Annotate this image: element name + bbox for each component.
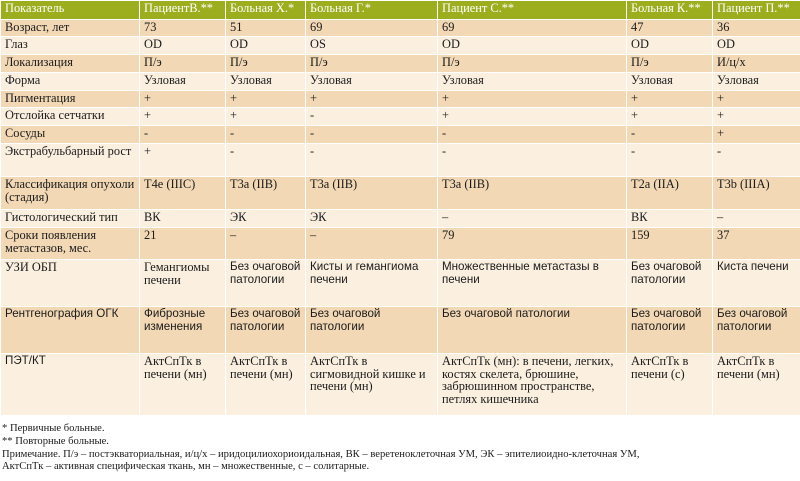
cell: OD (140, 37, 226, 55)
cell: П/э (140, 55, 226, 73)
cell: 159 (627, 228, 713, 260)
cell: + (226, 91, 306, 108)
cell: Кисты и гемангиома печени (306, 260, 438, 307)
header-indicator: Показатель (1, 1, 140, 20)
cell: + (438, 108, 627, 126)
cell: + (226, 108, 306, 126)
note-abbreviations-cont: АктСпТк – активная специфическая ткань, мн – множественные, с – солитарные. (2, 461, 370, 473)
row-form (1, 73, 800, 91)
cell: OD (627, 37, 713, 55)
cell: АктСпТк (мн): в печени, легких, костях скелета, брюшине, забрюшинном пространстве, петлях кишечника (438, 354, 627, 416)
row-label: Отслойка сетчатки (1, 108, 140, 126)
header-patient-p: Пациент П.** (713, 1, 800, 20)
cell: + (713, 126, 800, 144)
header-patient-g: Больная Г.* (306, 1, 438, 20)
row-label: ПЭТ/КТ (1, 354, 140, 416)
cell: Без очаговой патологии (627, 260, 713, 307)
cell: - (306, 126, 438, 144)
cell: ВК (627, 210, 713, 228)
cell: Без очаговой патологии (226, 307, 306, 354)
row-localization (1, 55, 800, 73)
table-notes (0, 416, 800, 474)
cell: - (438, 144, 627, 177)
cell: Фиброзные изменения (140, 307, 226, 354)
row-pet-ct (1, 354, 800, 416)
cell: Узловая (140, 73, 226, 91)
row-retinal-detachment (1, 108, 800, 126)
cell: T3a (IIB) (226, 177, 306, 210)
cell: И/ц/х (713, 55, 800, 73)
cell: + (438, 91, 627, 108)
cell: П/э (306, 55, 438, 73)
cell: ВК (140, 210, 226, 228)
cell: АктСпТк в печени (мн) (226, 354, 306, 416)
cell: 51 (226, 20, 306, 37)
cell: Киста печени (713, 260, 800, 307)
cell: + (140, 108, 226, 126)
cell: - (627, 126, 713, 144)
row-pigmentation (1, 91, 800, 108)
cell: OD (438, 37, 627, 55)
cell: + (140, 144, 226, 177)
cell: OD (226, 37, 306, 55)
row-age (1, 20, 800, 37)
cell: + (627, 91, 713, 108)
cell: 37 (713, 228, 800, 260)
row-label: Пигментация (1, 91, 140, 108)
header-patient-k: Больная К.** (627, 1, 713, 20)
row-label: Сосуды (1, 126, 140, 144)
header-row (1, 1, 800, 20)
cell: OS (306, 37, 438, 55)
cell: 21 (140, 228, 226, 260)
cell: АктСпТк в сигмовидной кишке и печени (мн) (306, 354, 438, 416)
cell: Без очаговой патологии (226, 260, 306, 307)
cell: ЭК (226, 210, 306, 228)
note-abbreviations: Примечание. П/э – постэкваториальная, и/ц/х – иридоцилиохориоидальная, ВК – веретеноклеточная УМ, ЭК – эпителиоидно-клеточная УМ, (2, 448, 640, 460)
cell: Без очаговой патологии (627, 307, 713, 354)
row-radiography (1, 307, 800, 354)
header-patient-v: ПациентВ.** (140, 1, 226, 20)
cell: Множественные метастазы в печени (438, 260, 627, 307)
row-label: Гистологический тип (1, 210, 140, 228)
header-patient-s: Пациент С.** (438, 1, 627, 20)
note-primary: * Первичные больные. (2, 423, 105, 434)
cell: - (226, 144, 306, 177)
cell: + (306, 91, 438, 108)
row-label: Глаз (1, 37, 140, 55)
cell: - (438, 126, 627, 144)
cell: + (713, 91, 800, 108)
cell: П/э (226, 55, 306, 73)
cell: - (627, 144, 713, 177)
cell: АктСпТк в печени (с) (627, 354, 713, 416)
cell: – (438, 210, 627, 228)
cell: T3b (IIIA) (713, 177, 800, 210)
cell: 79 (438, 228, 627, 260)
cell: Узловая (713, 73, 800, 91)
row-label: Возраст, лет (1, 20, 140, 37)
cell: T2a (IIA) (627, 177, 713, 210)
cell: + (713, 108, 800, 126)
row-label: Локализация (1, 55, 140, 73)
cell: Узловая (438, 73, 627, 91)
cell: OD (713, 37, 800, 55)
cell: T3a (IIB) (438, 177, 627, 210)
row-label: Форма (1, 73, 140, 91)
cell: – (713, 210, 800, 228)
row-label: Рентгенография ОГК (1, 307, 140, 354)
row-label: Экстрабульбарный рост (1, 144, 140, 177)
cell: 73 (140, 20, 226, 37)
cell: T4e (IIIC) (140, 177, 226, 210)
row-label: УЗИ ОБП (1, 260, 140, 307)
cell: Узловая (226, 73, 306, 91)
cell: Гемангиомы печени (140, 260, 226, 307)
row-extrabulbar-growth (1, 144, 800, 177)
cell: Без очаговой патологии (713, 307, 800, 354)
cell: Узловая (627, 73, 713, 91)
row-metastasis-time (1, 228, 800, 260)
cell: + (627, 108, 713, 126)
cell: 69 (306, 20, 438, 37)
cell: 69 (438, 20, 627, 37)
cell: П/э (438, 55, 627, 73)
row-eye (1, 37, 800, 55)
cell: - (226, 126, 306, 144)
cell: – (226, 228, 306, 260)
cell: 36 (713, 20, 800, 37)
cell: – (306, 228, 438, 260)
cell: 47 (627, 20, 713, 37)
row-histology (1, 210, 800, 228)
row-label: Классификация опухоли (стадия) (1, 177, 140, 210)
cell: ЭК (306, 210, 438, 228)
row-classification (1, 177, 800, 210)
cell: Без очаговой патологии (438, 307, 627, 354)
cell: Без очаговой патологии (306, 307, 438, 354)
cell: АктСпТк в печени (мн) (140, 354, 226, 416)
cell: П/э (627, 55, 713, 73)
cell: - (140, 126, 226, 144)
cell: - (306, 108, 438, 126)
row-ultrasound (1, 260, 800, 307)
header-patient-kh: Больная Х.* (226, 1, 306, 20)
row-vessels (1, 126, 800, 144)
cell: T3a (IIB) (306, 177, 438, 210)
row-label: Сроки появления метастазов, мес. (1, 228, 140, 260)
cell: Узловая (306, 73, 438, 91)
note-repeat: ** Повторные больные. (2, 435, 109, 447)
cell: - (306, 144, 438, 177)
cell: + (140, 91, 226, 108)
cell: - (713, 144, 800, 177)
cell: АктСпТк в печени (мн) (713, 354, 800, 416)
